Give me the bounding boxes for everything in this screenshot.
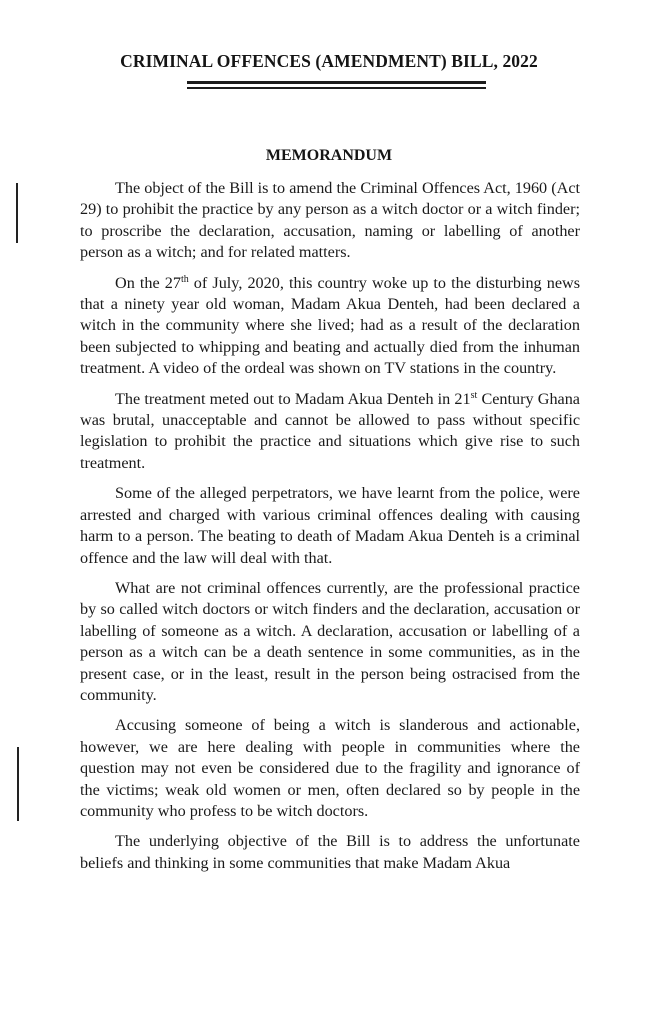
memorandum-heading: MEMORANDUM bbox=[265, 147, 393, 164]
paragraph-text: On the 27 bbox=[115, 273, 181, 292]
bill-title: CRIMINAL OFFENCES (AMENDMENT) BILL, 2022 bbox=[120, 51, 538, 71]
paragraph-text: of July, 2020, this country woke up to the disturbing news that a ninety year old woman, Madam Akua Denteh, had been declared a witch in the community where she lived; had as a result of the declaration been subjected to whipping and beating and actually died from the inhuman treatment. A video of the ordeal was shown on TV stations in the country. bbox=[80, 273, 580, 378]
paragraph-object: The object of the Bill is to amend the Criminal Offences Act, 1960 (Act 29) to prohibit the practice by any person as a witch doctor or a witch finder; to proscribe the declaration, accusation, naming or labelling of another person as a witch; and for related matters. bbox=[80, 179, 580, 262]
memorandum-body bbox=[80, 178, 580, 883]
paragraph-text: Century Ghana was brutal, unacceptable and cannot be allowed to pass without specific legislation to prohibit the practice and situations which give rise to such treatment. bbox=[80, 389, 580, 472]
paragraph-text: The treatment meted out to Madam Akua Denteh in 21 bbox=[115, 389, 471, 408]
title-underline-thick bbox=[187, 81, 486, 84]
margin-mark bbox=[17, 747, 19, 821]
paragraph-perpetrators: Some of the alleged perpetrators, we have learnt from the police, were arrested and charged with various criminal offences dealing with causing harm to a person. The beating to death of Madam Akua Denteh is a criminal offence and the law will deal with that. bbox=[80, 484, 580, 567]
title-underline-thin bbox=[187, 87, 486, 89]
paragraph-slander: Accusing someone of being a witch is slanderous and actionable, however, we are here dealing with people in communities where the question may not even be considered due to the fragility and ignorance of the victims; weak old women or men, often declared so by people in the community who profess to be witch doctors. bbox=[80, 716, 580, 820]
paragraph-objective: The underlying objective of the Bill is to address the unfortunate beliefs and thinking in some communities that make Madam Akua bbox=[80, 832, 580, 872]
ordinal-suffix: th bbox=[180, 273, 189, 285]
paragraph-incident bbox=[80, 273, 580, 380]
margin-mark bbox=[16, 183, 18, 243]
paragraph-not-offences: What are not criminal offences currently, are the professional practice by so called witch doctors or witch finders and the declaration, accusation or labelling of someone as a witch. A declaration, accusation or labelling of a person as a witch can be a death sentence in some communities, as in the present case, or in the least, result in the person being ostracised from the community. bbox=[80, 578, 580, 704]
ordinal-suffix: st bbox=[470, 389, 478, 401]
paragraph-treatment bbox=[80, 389, 580, 475]
